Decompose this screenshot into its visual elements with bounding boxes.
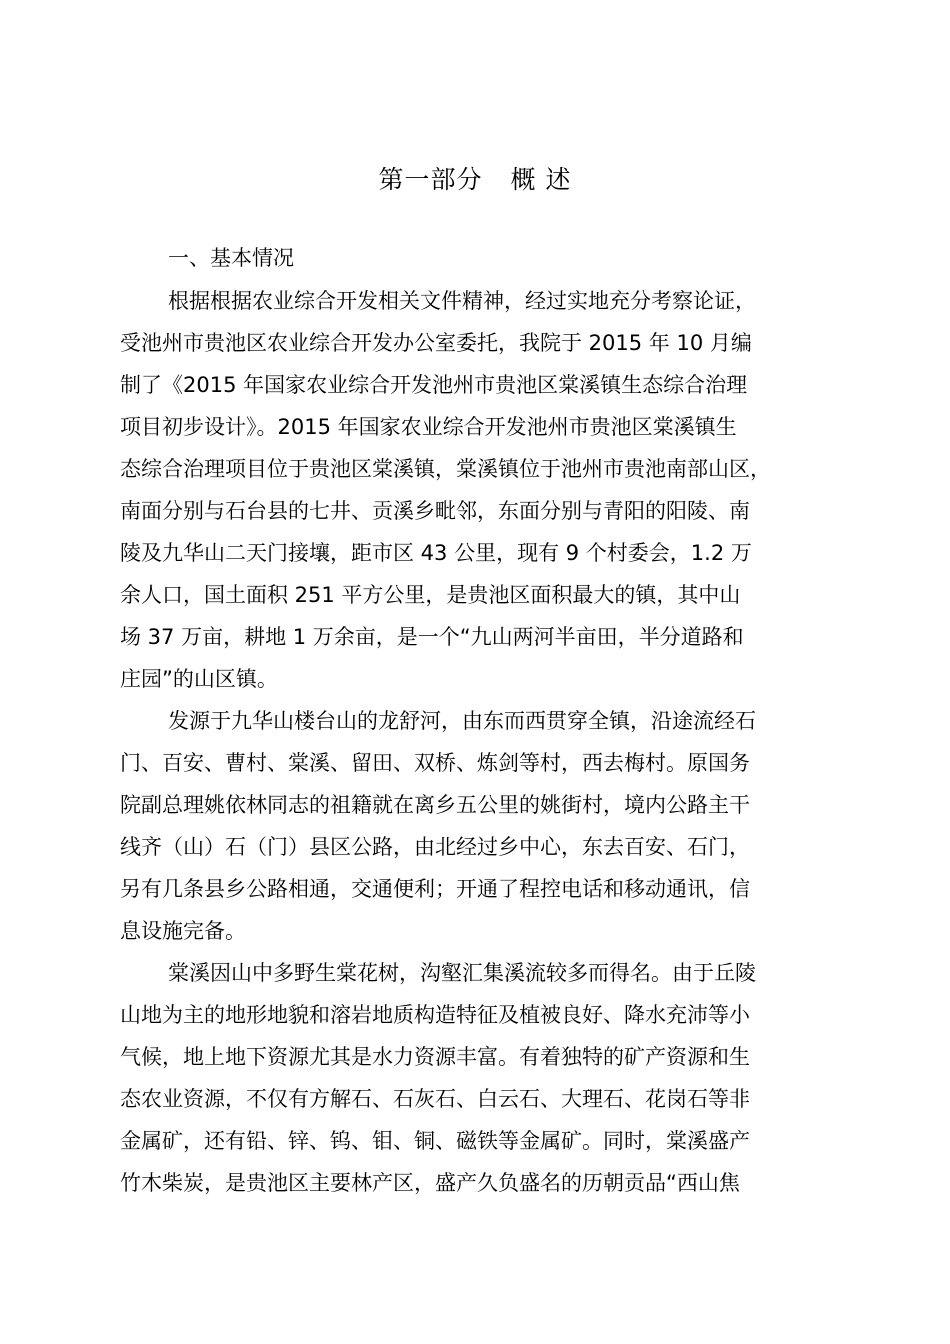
paragraph-2-line: 线齐（山）石（门）县区公路，由北经过乡中心，东去百安、石门， — [120, 835, 750, 859]
chapter-title-name: 概 述 — [510, 165, 572, 194]
paragraph-1-line: 态综合治理项目位于贵池区棠溪镇，棠溪镇位于池州市贵池南部山区， — [120, 457, 771, 481]
paragraph-1-line: 根据根据农业综合开发相关文件精神，经过实地充分考察论证， — [168, 289, 756, 313]
paragraph-1-line: 余人口，国土面积 251 平方公里，是贵池区面积最大的镇，其中山 — [120, 583, 741, 607]
paragraph-1-line: 庄园”的山区镇。 — [120, 667, 278, 691]
paragraph-1-line: 受池州市贵池区农业综合开发办公室委托，我院于 2015 年 10 月编 — [120, 331, 752, 355]
paragraph-2-line: 院副总理姚依林同志的祖籍就在离乡五公里的姚街村，境内公路主干 — [120, 793, 750, 817]
chapter-title-part: 第一部分 — [378, 165, 483, 194]
paragraph-2-line: 门、百安、曹村、棠溪、留田、双桥、炼剑等村，西去梅村。原国务 — [120, 751, 750, 775]
paragraph-3-line: 气候，地上地下资源尤其是水力资源丰富。有着独特的矿产资源和生 — [120, 1045, 750, 1069]
chapter-title — [0, 160, 950, 200]
paragraph-3-line: 山地为主的地形地貌和溶岩地质构造特征及植被良好、降水充沛等小 — [120, 1003, 750, 1027]
paragraph-1-line: 制了《2015 年国家农业综合开发池州市贵池区棠溪镇生态综合治理 — [120, 373, 748, 397]
paragraph-1-line: 陵及九华山二天门接壤，距市区 43 公里，现有 9 个村委会，1.2 万 — [120, 541, 752, 565]
paragraph-1-line: 项目初步设计》。2015 年国家农业综合开发池州市贵池区棠溪镇生 — [120, 415, 737, 439]
paragraph-3-line: 竹木柴炭，是贵池区主要林产区，盛产久负盛名的历朝贡品“西山焦 — [120, 1171, 740, 1195]
paragraph-1-line: 南面分别与石台县的七井、贡溪乡毗邻，东面分别与青阳的阳陵、南 — [120, 499, 750, 523]
paragraph-3-line: 态农业资源，不仅有方解石、石灰石、白云石、大理石、花岗石等非 — [120, 1087, 750, 1111]
section-heading: 一、基本情况 — [168, 246, 294, 270]
paragraph-3-line: 金属矿，还有铅、锌、钨、钼、铜、磁铁等金属矿。同时，棠溪盛产 — [120, 1129, 750, 1153]
paragraph-1-line: 场 37 万亩，耕地 1 万余亩，是一个“九山两河半亩田，半分道路和 — [120, 625, 744, 649]
paragraph-2-line: 息设施完备。 — [120, 919, 246, 943]
paragraph-2-line: 发源于九华山楼台山的龙舒河，由东而西贯穿全镇，沿途流经石 — [168, 709, 756, 733]
paragraph-2-line: 另有几条县乡公路相通，交通便利；开通了程控电话和移动通讯，信 — [120, 877, 750, 901]
paragraph-3-line: 棠溪因山中多野生棠花树，沟壑汇集溪流较多而得名。由于丘陵 — [168, 961, 756, 985]
